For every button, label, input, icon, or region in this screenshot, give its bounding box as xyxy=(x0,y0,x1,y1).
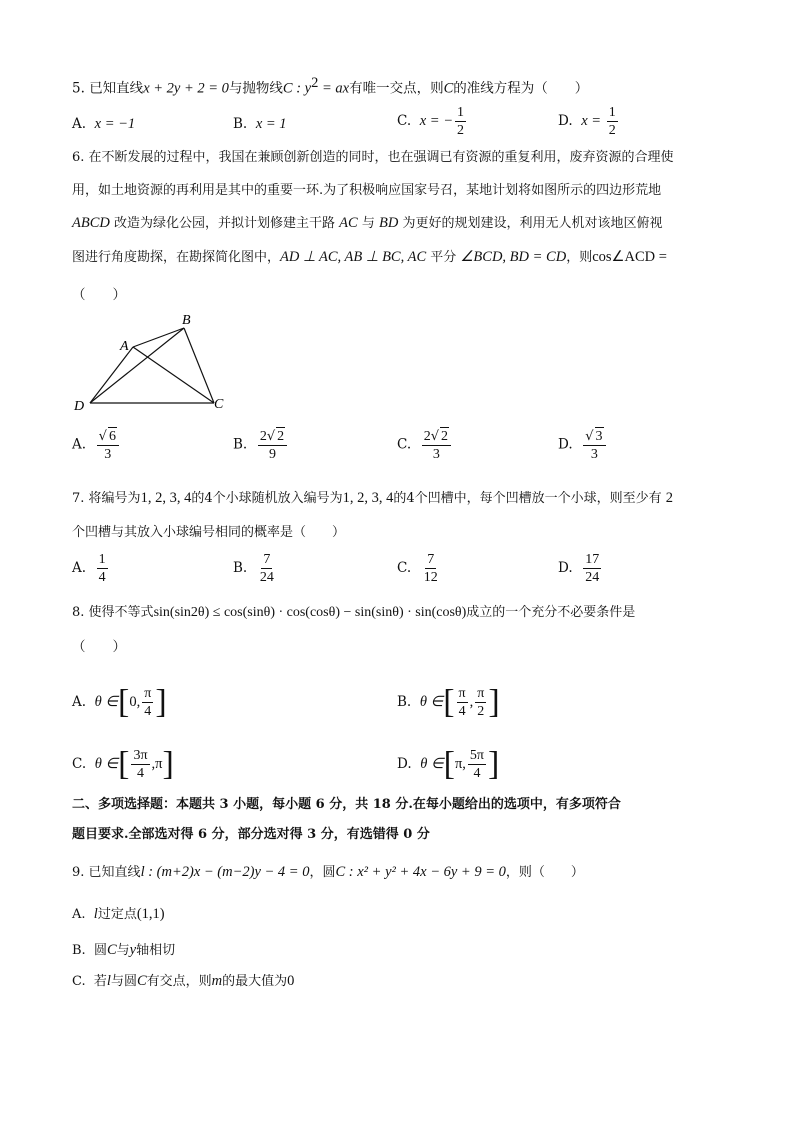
option-value: x = 1 xyxy=(255,116,287,132)
radical-sign: √ xyxy=(585,429,594,444)
q8-inequality: sin(sin2θ) ≤ cos(sinθ) · cos(cosθ) − sin(sinθ) · sin(cosθ) xyxy=(153,605,467,620)
q5-parabola-rhs: = ax xyxy=(318,80,350,97)
q9-text: ，则（ ） xyxy=(505,865,584,880)
interval-upper: ,π xyxy=(151,756,163,772)
numerator: 1 xyxy=(98,552,106,567)
section-2-line-2: 题目要求.全部选对得 6 分，部分选对得 3 分，有选错得 0 分 xyxy=(72,827,430,842)
q9-var: l xyxy=(93,906,98,922)
fraction xyxy=(422,427,451,463)
q6-line-3 xyxy=(72,213,662,234)
option-text: 轴相切 xyxy=(136,943,176,958)
radical-sign: √ xyxy=(98,429,107,444)
radical-sign: √ xyxy=(430,429,440,444)
bracket-right: ] xyxy=(155,683,167,721)
q9-value: 0 xyxy=(287,973,295,989)
section-2-heading xyxy=(72,795,621,815)
numerator xyxy=(422,427,451,446)
radicand: 3 xyxy=(595,429,603,444)
q7-line-1 xyxy=(72,488,673,509)
numerator: 1 xyxy=(608,105,616,120)
q6-option-a[interactable] xyxy=(72,427,121,463)
q9-var: l xyxy=(106,973,111,989)
q7-option-a[interactable] xyxy=(72,551,110,586)
q5-option-a[interactable] xyxy=(72,114,135,134)
option-label: B. xyxy=(233,116,248,132)
denominator: 4 xyxy=(136,766,144,781)
q9-var: m xyxy=(211,973,223,989)
q6-text: 与 xyxy=(361,216,375,231)
bracket-left: [ xyxy=(118,745,130,783)
fraction xyxy=(97,427,119,463)
option-prefix: θ ∈ xyxy=(94,694,119,710)
denominator: 2 xyxy=(608,123,616,138)
q5-line-equation: x + 2y + 2 = 0 xyxy=(143,80,229,97)
numerator xyxy=(583,427,605,446)
q9-option-c[interactable] xyxy=(72,971,294,992)
q9-line-equation: l : (m+2)x − (m−2)y − 4 = 0 xyxy=(140,864,310,880)
q8-number: 8. xyxy=(72,605,85,620)
q6-var: AC xyxy=(339,215,358,231)
option-label: A. xyxy=(72,116,87,132)
q7-number: 7. xyxy=(72,491,85,506)
bracket-right: ] xyxy=(162,745,174,783)
q5-option-d[interactable] xyxy=(558,104,620,139)
q5-var: C xyxy=(443,80,454,97)
radicand: 2 xyxy=(277,429,285,444)
q6-text: 为更好的规划建设，利用无人机对该地区俯视 xyxy=(402,216,663,231)
denominator: 4 xyxy=(473,766,481,781)
option-prefix: θ ∈ xyxy=(419,694,444,710)
q8-option-c[interactable] xyxy=(72,747,174,782)
q5-text: 的准线方程为（ ） xyxy=(453,80,589,97)
radicand: 2 xyxy=(441,429,449,444)
fraction xyxy=(607,104,618,139)
fraction xyxy=(97,551,108,586)
option-label: D. xyxy=(558,560,573,576)
q6-line-2 xyxy=(72,181,661,201)
numerator: π xyxy=(144,686,152,701)
radicand: 6 xyxy=(108,429,116,444)
fraction xyxy=(468,747,486,782)
q9-var: C xyxy=(136,973,147,989)
segment-ac xyxy=(133,347,214,403)
q5-text: 已知直线 xyxy=(89,80,144,97)
fraction xyxy=(131,747,149,782)
fraction xyxy=(422,551,440,586)
q7-numbers: 1, 2, 3, 4 xyxy=(342,490,394,506)
fraction xyxy=(457,685,468,720)
q9-text: ，圆 xyxy=(309,865,336,880)
q9-option-a[interactable] xyxy=(72,904,165,925)
interval-lower: π, xyxy=(454,756,466,772)
denominator: 2 xyxy=(477,704,485,719)
denominator: 3 xyxy=(590,447,598,462)
q6-option-b[interactable] xyxy=(233,427,289,463)
q8-option-b[interactable] xyxy=(397,685,500,720)
numerator: 3π xyxy=(133,748,148,763)
q6-line-1 xyxy=(72,148,674,168)
denominator: 24 xyxy=(259,570,274,585)
q5-option-b[interactable] xyxy=(233,114,287,134)
option-label: B. xyxy=(233,436,248,453)
q5-option-c[interactable] xyxy=(397,104,468,139)
q6-target: cos∠ACD = xyxy=(592,249,667,265)
coefficient: 2 xyxy=(259,429,267,444)
numerator: 5π xyxy=(469,748,484,763)
q7-option-c[interactable] xyxy=(397,551,442,586)
q7-option-d[interactable] xyxy=(558,551,603,586)
q6-line-4 xyxy=(72,247,667,268)
q6-option-d[interactable] xyxy=(558,427,608,463)
q9-stem xyxy=(72,862,584,883)
q8-option-a[interactable] xyxy=(72,685,167,720)
q6-var: ABCD xyxy=(72,215,110,231)
fraction xyxy=(583,551,601,586)
option-text: 若 xyxy=(93,974,107,989)
option-label: B. xyxy=(72,943,86,958)
option-label: A. xyxy=(72,436,87,453)
q7-text: 的4个小球随机放入编号为 xyxy=(191,491,343,506)
segment-ab xyxy=(133,328,184,347)
option-label: D. xyxy=(558,113,573,129)
q5-exponent: 2 xyxy=(311,75,319,91)
option-label: C. xyxy=(397,436,412,453)
q7-text: 将编号为 xyxy=(88,491,141,506)
option-label: C. xyxy=(72,974,86,989)
q8-answer-blank: （ ） xyxy=(72,639,126,655)
option-label: B. xyxy=(233,560,248,576)
denominator: 3 xyxy=(104,447,112,462)
q8-line-1 xyxy=(72,603,635,623)
q6-text: 在不断发展的过程中，我国在兼顾创新创造的同时，也在强调已有资源的重复利用，废弃资源的合理使 xyxy=(88,150,674,165)
option-label: A. xyxy=(72,560,87,576)
bracket-left: [ xyxy=(118,683,130,721)
section-2-instructions xyxy=(72,825,430,845)
segment-bd xyxy=(90,328,184,403)
option-value: x = xyxy=(581,113,605,129)
option-prefix: θ ∈ xyxy=(420,756,444,772)
q7-option-b[interactable] xyxy=(233,551,278,586)
q7-text: 的4个凹槽中，每个凹槽放一个小球，则至少有 xyxy=(393,491,662,506)
option-text: 圆 xyxy=(93,943,107,958)
option-label: A. xyxy=(72,907,86,922)
q6-text: ，则 xyxy=(566,250,593,265)
option-label: B. xyxy=(397,694,412,710)
denominator: 2 xyxy=(457,123,464,138)
fraction xyxy=(142,685,153,720)
denominator: 3 xyxy=(432,447,440,462)
q9-text: 已知直线 xyxy=(88,865,141,880)
fraction xyxy=(258,427,287,463)
bracket-left: [ xyxy=(443,745,455,783)
segment-da xyxy=(90,347,133,403)
section-2-line-1: 二、多项选择题：本题共 3 小题，每小题 6 分，共 18 分.在每小题给出的选项中，有多项符合 xyxy=(72,797,621,812)
bracket-left: [ xyxy=(443,683,455,721)
denominator: 4 xyxy=(98,570,106,585)
bracket-right: ] xyxy=(487,745,500,783)
q9-option-b[interactable] xyxy=(72,940,175,961)
numerator: 1 xyxy=(457,105,464,120)
fraction xyxy=(258,551,276,586)
option-text: 与 xyxy=(116,943,130,958)
denominator: 24 xyxy=(585,570,600,585)
option-prefix: θ ∈ xyxy=(94,756,119,772)
q5-parabola: C : y xyxy=(282,80,312,97)
option-text: 与圆 xyxy=(110,974,137,989)
denominator: 4 xyxy=(144,704,152,719)
interval-lower: 0, xyxy=(129,694,141,710)
q8-text: 成立的一个充分不必要条件是 xyxy=(466,605,636,620)
q6-text: 图进行角度勘探，在勘探简化图中， xyxy=(72,250,281,265)
numerator xyxy=(258,427,287,446)
option-label: C. xyxy=(397,560,412,576)
coefficient: 2 xyxy=(423,429,431,444)
q6-number: 6. xyxy=(72,150,85,165)
fraction xyxy=(583,427,605,463)
q6-condition: ∠BCD, BD = CD xyxy=(460,249,567,265)
bracket-right: ] xyxy=(488,683,500,721)
q7-numbers: 1, 2, 3, 4 xyxy=(140,490,192,506)
q6-line-5 xyxy=(72,285,126,305)
numerator: π xyxy=(458,686,466,701)
q9-point: (1,1) xyxy=(136,906,165,922)
q6-var: BD xyxy=(378,215,399,231)
q7-line-2 xyxy=(72,523,345,543)
option-value: x = −1 xyxy=(94,116,136,132)
label-d: D xyxy=(74,399,85,414)
q5-number: 5. xyxy=(72,80,85,97)
q7-text: 个凹槽与其放入小球编号相同的概率是（ ） xyxy=(72,525,346,540)
q6-condition: AD ⊥ AC, AB ⊥ BC, AC xyxy=(280,249,427,265)
q8-line-2 xyxy=(72,637,126,657)
fraction xyxy=(455,104,466,139)
denominator: 12 xyxy=(423,570,438,585)
option-label: D. xyxy=(397,756,412,772)
comma: , xyxy=(469,694,474,710)
q7-number-two: 2 xyxy=(665,490,674,506)
q6-text: 平分 xyxy=(430,250,457,265)
q5-text: 有唯一交点，则 xyxy=(349,80,444,97)
q6-text: 用，如土地资源的再利用是其中的重要一环.为了积极响应国家号召，某地计划将如图所示的四边形荒地 xyxy=(72,183,662,198)
segment-bc xyxy=(184,328,214,403)
fraction xyxy=(475,685,486,720)
radical-sign: √ xyxy=(266,429,276,444)
quadrilateral-figure xyxy=(70,310,240,415)
label-c: C xyxy=(214,397,224,412)
q5-stem xyxy=(72,73,588,99)
q8-option-d[interactable] xyxy=(397,747,499,782)
numerator: 7 xyxy=(427,552,435,567)
denominator: 4 xyxy=(458,704,466,719)
q6-answer-blank: （ ） xyxy=(72,287,126,303)
q6-option-c[interactable] xyxy=(397,427,453,463)
q8-text: 使得不等式 xyxy=(88,605,154,620)
option-text: 的最大值为 xyxy=(222,974,288,989)
q9-number: 9. xyxy=(72,865,85,880)
q9-var: y xyxy=(129,942,137,958)
option-label: C. xyxy=(72,756,87,772)
denominator: 9 xyxy=(268,447,276,462)
numerator: 7 xyxy=(263,552,271,567)
numerator xyxy=(97,427,119,446)
option-text: 过定点 xyxy=(97,907,137,922)
q9-var: C xyxy=(106,942,117,958)
label-a: A xyxy=(120,339,129,354)
option-label: C. xyxy=(397,113,412,129)
q5-text: 与抛物线 xyxy=(228,80,283,97)
label-b: B xyxy=(182,313,191,328)
option-label: A. xyxy=(72,694,87,710)
q9-circle-equation: C : x² + y² + 4x − 6y + 9 = 0 xyxy=(335,864,506,880)
q6-text: 改造为绿化公园，并拟计划修建主干路 xyxy=(114,216,336,231)
numerator: 17 xyxy=(585,552,600,567)
option-label: D. xyxy=(558,436,573,453)
numerator: π xyxy=(477,686,485,701)
option-value: x = − xyxy=(419,113,453,129)
option-text: 有交点，则 xyxy=(146,974,212,989)
